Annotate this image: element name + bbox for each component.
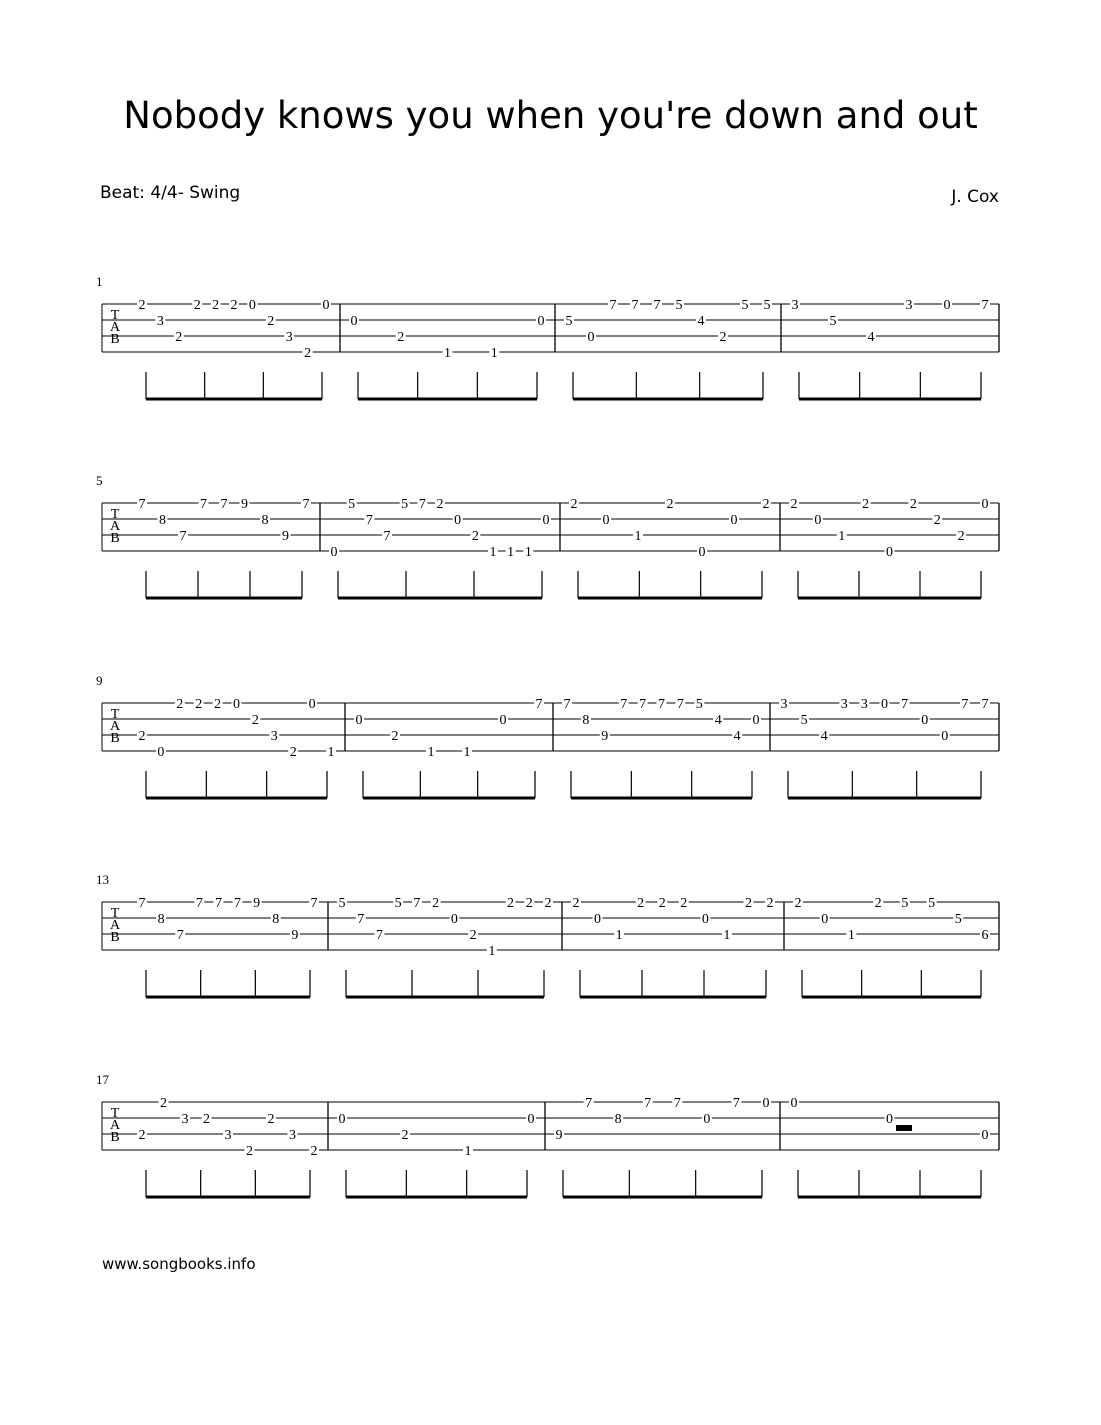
fret-number: 0 bbox=[537, 314, 545, 329]
fret-number: 4 bbox=[733, 729, 741, 744]
tab-clef-letter: B bbox=[110, 531, 120, 546]
fret-number: 7 bbox=[609, 298, 617, 313]
fret-number: 2 bbox=[193, 298, 201, 313]
fret-number: 7 bbox=[673, 1096, 681, 1111]
fret-number: 5 bbox=[829, 314, 837, 329]
fret-number: 2 bbox=[391, 729, 399, 744]
fret-number: 3 bbox=[840, 697, 848, 712]
fret-number: 9 bbox=[291, 928, 299, 943]
fret-number: 7 bbox=[631, 298, 639, 313]
fret-number: 7 bbox=[310, 896, 318, 911]
fret-number: 2 bbox=[175, 330, 183, 345]
fret-number: 2 bbox=[762, 497, 770, 512]
fret-number: 3 bbox=[791, 298, 799, 313]
tab-clef-letter: T bbox=[110, 308, 120, 323]
fret-number: 0 bbox=[886, 545, 893, 560]
fret-number: 7 bbox=[176, 928, 184, 943]
fret-number: 1 bbox=[723, 928, 731, 943]
fret-number: 2 bbox=[401, 1128, 409, 1143]
fret-number: 2 bbox=[304, 346, 312, 361]
fret-number: 3 bbox=[780, 697, 788, 712]
fret-number: 7 bbox=[981, 298, 989, 313]
fret-number: 0 bbox=[941, 729, 949, 744]
fret-number: 5 bbox=[695, 697, 703, 712]
fret-number: 9 bbox=[253, 896, 261, 911]
fret-number: 2 bbox=[203, 1112, 210, 1127]
fret-number: 4 bbox=[697, 314, 705, 329]
fret-number: 0 bbox=[157, 745, 165, 760]
fret-number: 0 bbox=[542, 513, 550, 528]
fret-number: 2 bbox=[230, 298, 238, 313]
fret-number: 9 bbox=[241, 497, 248, 512]
fret-number: 2 bbox=[289, 745, 297, 760]
tab-clef-letter: A bbox=[109, 320, 121, 335]
fret-number: 2 bbox=[397, 330, 405, 345]
fret-number: 0 bbox=[814, 513, 822, 528]
tab-clef-letter: B bbox=[110, 930, 120, 945]
fret-number: 3 bbox=[224, 1128, 232, 1143]
fret-number: 5 bbox=[800, 713, 808, 728]
tab-clef-letter: T bbox=[110, 1106, 120, 1121]
song-title: Nobody knows you when you're down and out bbox=[123, 94, 978, 137]
tab-clef-letter: B bbox=[110, 1130, 120, 1145]
fret-number: 2 bbox=[310, 1144, 318, 1159]
fret-number: 7 bbox=[563, 697, 571, 712]
fret-number: 7 bbox=[676, 697, 684, 712]
fret-number: 8 bbox=[157, 912, 165, 927]
fret-number: 5 bbox=[901, 896, 909, 911]
fret-number: 0 bbox=[450, 912, 458, 927]
fret-number: 4 bbox=[867, 330, 875, 345]
fret-number: 1 bbox=[507, 545, 515, 560]
fret-number: 1 bbox=[327, 745, 335, 760]
fret-number: 2 bbox=[658, 896, 666, 911]
footer-url[interactable]: www.songbooks.info bbox=[102, 1255, 256, 1273]
fret-number: 0 bbox=[350, 314, 358, 329]
tab-clef-letter: A bbox=[109, 918, 121, 933]
fret-number: 0 bbox=[790, 1096, 798, 1111]
fret-number: 5 bbox=[394, 896, 402, 911]
fret-number: 1 bbox=[634, 529, 642, 544]
fret-number: 1 bbox=[838, 529, 846, 544]
fret-number: 0 bbox=[881, 697, 888, 712]
fret-number: 5 bbox=[565, 314, 573, 329]
fret-number: 2 bbox=[160, 1096, 167, 1111]
fret-number: 2 bbox=[471, 529, 479, 544]
fret-number: 0 bbox=[821, 912, 829, 927]
fret-number: 4 bbox=[820, 729, 828, 744]
tab-clef-letter: T bbox=[110, 507, 120, 522]
fret-number: 1 bbox=[847, 928, 855, 943]
fret-number: 0 bbox=[701, 912, 709, 927]
fret-number: 1 bbox=[427, 745, 435, 760]
fret-number: 9 bbox=[555, 1128, 563, 1143]
tab-clef-letter: A bbox=[109, 1118, 121, 1133]
fret-number: 2 bbox=[790, 497, 798, 512]
fret-number: 2 bbox=[436, 497, 444, 512]
tab-clef-letter: A bbox=[109, 719, 121, 734]
fret-number: 2 bbox=[251, 713, 259, 728]
fret-number: 1 bbox=[463, 745, 471, 760]
fret-number: 2 bbox=[766, 896, 774, 911]
fret-number: 7 bbox=[179, 529, 187, 544]
measure-number: 17 bbox=[96, 1072, 109, 1087]
fret-number: 1 bbox=[615, 928, 623, 943]
fret-number: 7 bbox=[220, 497, 228, 512]
fret-number: 7 bbox=[585, 1096, 593, 1111]
fret-number: 3 bbox=[289, 1128, 296, 1143]
fret-number: 8 bbox=[272, 912, 280, 927]
fret-number: 8 bbox=[582, 713, 590, 728]
fret-number: 5 bbox=[763, 298, 771, 313]
measure-number: 13 bbox=[96, 872, 109, 887]
fret-number: 7 bbox=[653, 298, 661, 313]
measure-number: 1 bbox=[96, 274, 103, 289]
fret-number: 1 bbox=[464, 1144, 472, 1159]
fret-number: 0 bbox=[233, 697, 240, 712]
fret-number: 7 bbox=[214, 896, 222, 911]
fret-number: 9 bbox=[282, 529, 289, 544]
fret-number: 2 bbox=[267, 314, 275, 329]
fret-number: 3 bbox=[181, 1112, 189, 1127]
fret-number: 7 bbox=[138, 896, 146, 911]
fret-number: 0 bbox=[752, 713, 760, 728]
fret-number: 7 bbox=[732, 1096, 740, 1111]
fret-number: 8 bbox=[261, 513, 269, 528]
fret-number: 2 bbox=[874, 896, 882, 911]
fret-number: 4 bbox=[714, 713, 722, 728]
fret-number: 2 bbox=[666, 497, 674, 512]
fret-number: 2 bbox=[214, 697, 222, 712]
fret-number: 1 bbox=[488, 944, 496, 959]
fret-number: 2 bbox=[267, 1112, 275, 1127]
fret-number: 5 bbox=[338, 896, 346, 911]
fret-number: 7 bbox=[961, 697, 969, 712]
fret-number: 7 bbox=[302, 497, 310, 512]
fret-number: 0 bbox=[594, 912, 602, 927]
fret-number: 0 bbox=[943, 298, 951, 313]
fret-number: 2 bbox=[957, 529, 965, 544]
fret-number: 7 bbox=[138, 497, 146, 512]
fret-number: 2 bbox=[525, 896, 533, 911]
fret-number: 0 bbox=[454, 513, 462, 528]
fret-number: 2 bbox=[469, 928, 477, 943]
fret-number: 0 bbox=[338, 1112, 346, 1127]
fret-number: 7 bbox=[365, 513, 373, 528]
fret-number: 0 bbox=[762, 1096, 770, 1111]
fret-number: 2 bbox=[246, 1144, 253, 1159]
fret-number: 7 bbox=[981, 697, 989, 712]
tab-clef-letter: T bbox=[110, 906, 120, 921]
fret-number: 2 bbox=[507, 896, 515, 911]
tab-clef-letter: A bbox=[109, 519, 121, 534]
fret-number: 3 bbox=[285, 330, 293, 345]
fret-number: 2 bbox=[680, 896, 688, 911]
fret-number: 0 bbox=[587, 330, 595, 345]
fret-number: 0 bbox=[981, 497, 989, 512]
fret-number: 0 bbox=[602, 513, 610, 528]
fret-number: 2 bbox=[570, 497, 578, 512]
fret-number: 2 bbox=[176, 697, 184, 712]
fret-number: 7 bbox=[357, 912, 365, 927]
fret-number: 0 bbox=[355, 713, 363, 728]
fret-number: 2 bbox=[212, 298, 220, 313]
fret-number: 1 bbox=[490, 346, 498, 361]
fret-number: 7 bbox=[195, 896, 203, 911]
fret-number: 3 bbox=[905, 298, 913, 313]
fret-number: 5 bbox=[348, 497, 356, 512]
fret-number: 3 bbox=[156, 314, 164, 329]
fret-number: 5 bbox=[954, 912, 962, 927]
fret-number: 0 bbox=[730, 513, 738, 528]
fret-number: 7 bbox=[418, 497, 426, 512]
fret-number: 2 bbox=[138, 1128, 146, 1143]
fret-number: 6 bbox=[981, 928, 989, 943]
fret-number: 2 bbox=[432, 896, 440, 911]
fret-number: 7 bbox=[901, 697, 909, 712]
fret-number: 7 bbox=[234, 896, 242, 911]
fret-number: 0 bbox=[886, 1112, 893, 1127]
fret-number: 7 bbox=[644, 1096, 652, 1111]
fret-number: 0 bbox=[698, 545, 706, 560]
fret-number: 7 bbox=[620, 697, 628, 712]
fret-number: 2 bbox=[544, 896, 552, 911]
fret-number: 1 bbox=[444, 346, 451, 361]
fret-number: 7 bbox=[375, 928, 383, 943]
fret-number: 2 bbox=[719, 330, 727, 345]
fret-number: 3 bbox=[860, 697, 868, 712]
fret-number: 8 bbox=[159, 513, 166, 528]
fret-number: 2 bbox=[794, 896, 802, 911]
measure-number: 5 bbox=[96, 473, 103, 488]
fret-number: 7 bbox=[535, 697, 543, 712]
tab-clef-letter: B bbox=[110, 332, 120, 347]
fret-number: 7 bbox=[658, 697, 665, 712]
fret-number: 9 bbox=[601, 729, 609, 744]
fret-number: 2 bbox=[138, 298, 146, 313]
fret-number: 3 bbox=[270, 729, 278, 744]
fret-number: 2 bbox=[744, 896, 752, 911]
fret-number: 1 bbox=[524, 545, 532, 560]
fret-number: 2 bbox=[138, 729, 146, 744]
beat-info: Beat: 4/4- Swing bbox=[100, 183, 241, 203]
fret-number: 0 bbox=[981, 1128, 989, 1143]
measure-number: 9 bbox=[96, 673, 103, 688]
fret-number: 2 bbox=[909, 497, 917, 512]
rest-symbol bbox=[896, 1125, 912, 1131]
fret-number: 5 bbox=[675, 298, 683, 313]
fret-number: 7 bbox=[200, 497, 207, 512]
fret-number: 0 bbox=[248, 298, 256, 313]
tab-clef-letter: T bbox=[110, 707, 120, 722]
fret-number: 2 bbox=[195, 697, 203, 712]
fret-number: 0 bbox=[330, 545, 338, 560]
fret-number: 0 bbox=[703, 1112, 711, 1127]
fret-number: 0 bbox=[499, 713, 507, 728]
fret-number: 7 bbox=[413, 896, 421, 911]
fret-number: 8 bbox=[614, 1112, 622, 1127]
fret-number: 0 bbox=[308, 697, 316, 712]
fret-number: 7 bbox=[639, 697, 647, 712]
fret-number: 2 bbox=[572, 896, 580, 911]
fret-number: 2 bbox=[933, 513, 941, 528]
fret-number: 5 bbox=[741, 298, 749, 313]
fret-number: 0 bbox=[322, 298, 330, 313]
tab-clef-letter: B bbox=[110, 731, 120, 746]
fret-number: 1 bbox=[489, 545, 497, 560]
fret-number: 7 bbox=[383, 529, 391, 544]
composer-name: J. Cox bbox=[951, 187, 999, 207]
fret-number: 2 bbox=[862, 497, 870, 512]
fret-number: 2 bbox=[637, 896, 645, 911]
fret-number: 5 bbox=[401, 497, 409, 512]
fret-number: 0 bbox=[921, 713, 929, 728]
fret-number: 0 bbox=[527, 1112, 535, 1127]
fret-number: 5 bbox=[928, 896, 936, 911]
